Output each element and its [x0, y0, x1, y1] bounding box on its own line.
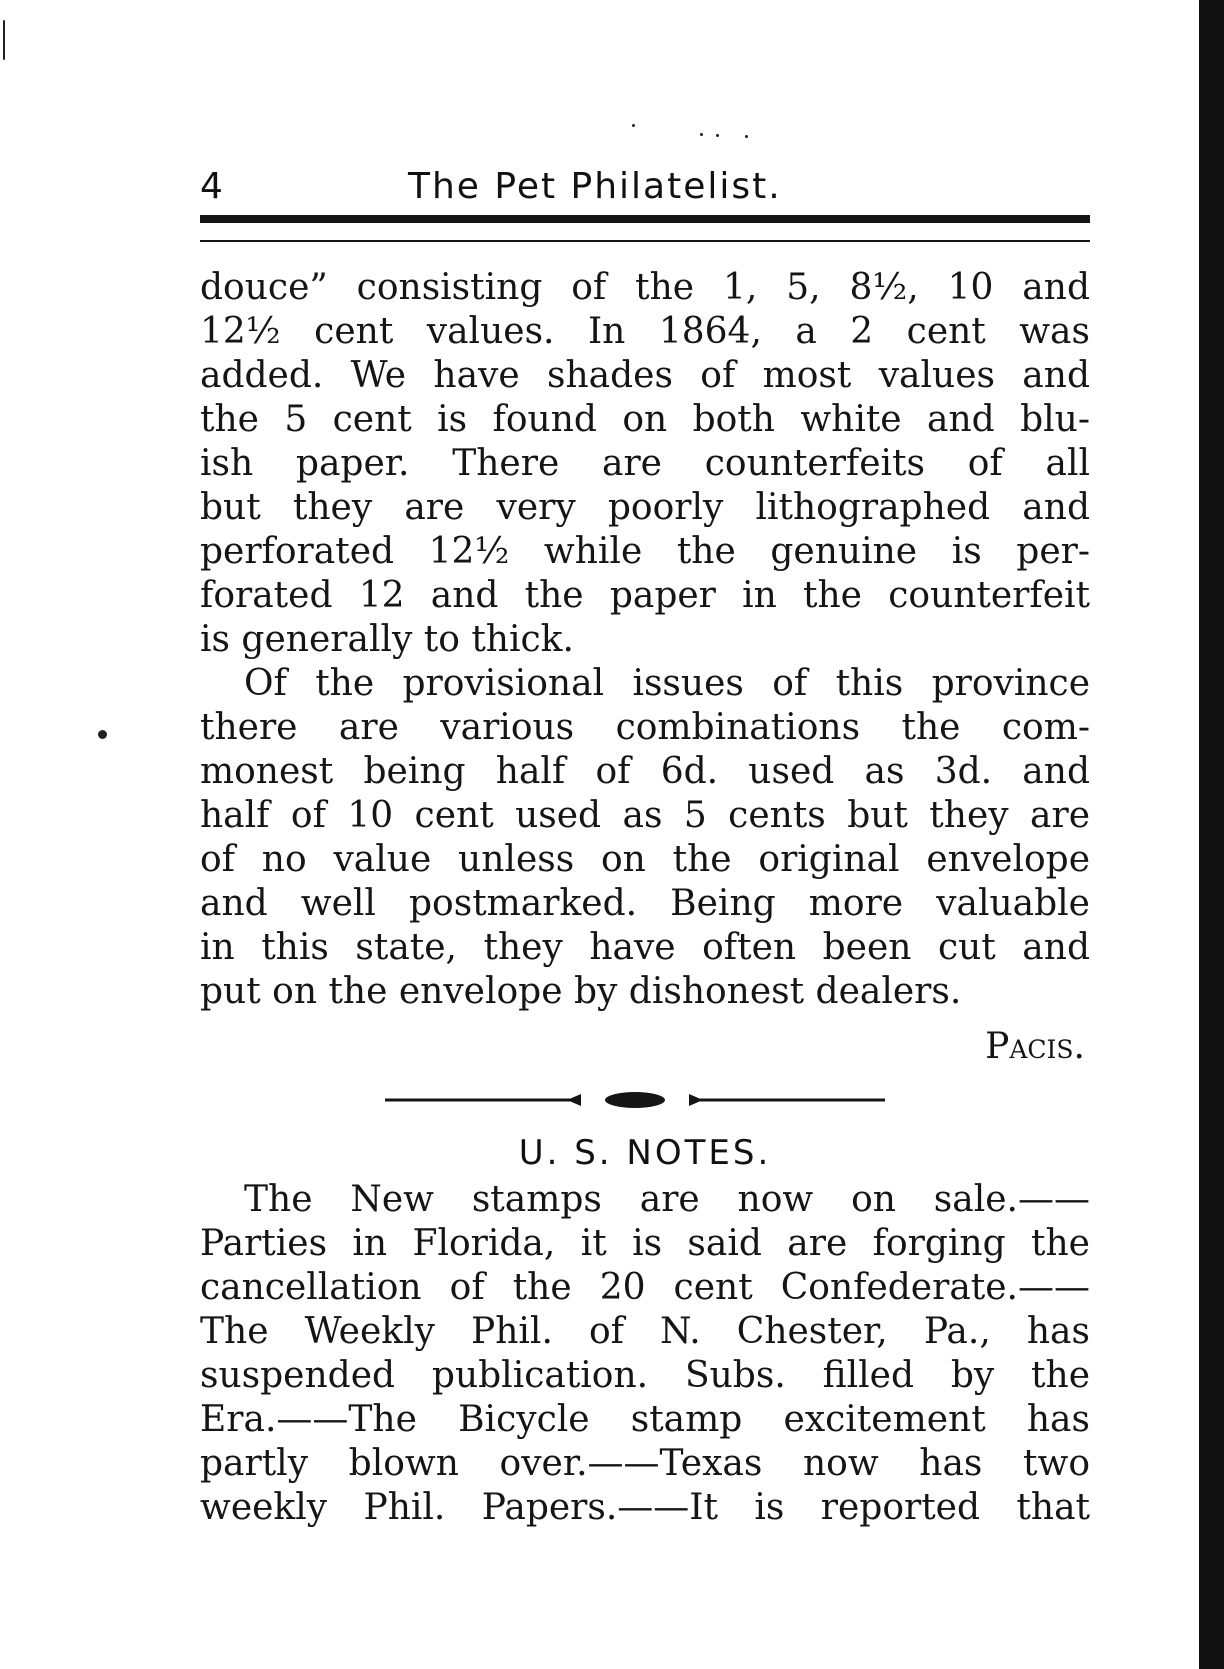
text-line: there are various combinations the com-	[200, 707, 1090, 748]
running-header	[200, 162, 1090, 212]
text-line: douce” consisting of the 1, 5, 8½, 10 and	[200, 267, 1090, 308]
text-line: Parties in Florida, it is said are forging the	[200, 1223, 1090, 1264]
text-line: and well postmarked. Being more valuable	[200, 883, 1090, 924]
ink-speck	[98, 730, 107, 739]
text-line: 12½ cent values. In 1864, a 2 cent was	[200, 311, 1090, 352]
text-line: perforated 12½ while the genuine is per-	[200, 531, 1090, 572]
text-line: The New stamps are now on sale.——	[244, 1179, 1090, 1220]
text-line: suspended publication. Subs. filled by the	[200, 1355, 1090, 1396]
text-line: is generally to thick.	[200, 619, 574, 660]
text-line: Of the provisional issues of this province	[244, 663, 1090, 704]
text-line: added. We have shades of most values and	[200, 355, 1090, 396]
text-line: weekly Phil. Papers.——It is reported that	[200, 1487, 1090, 1528]
section-heading: U. S. NOTES.	[518, 1133, 772, 1173]
running-title: The Pet Philatelist.	[408, 166, 782, 207]
text-line: ish paper. There are counterfeits of all	[200, 443, 1090, 484]
text-line: the 5 cent is found on both white and blu-	[200, 399, 1090, 440]
text-line: partly blown over.——Texas now has two	[200, 1443, 1090, 1484]
ink-speck	[3, 20, 5, 60]
ornamental-divider	[385, 1085, 885, 1115]
header-rule-thin	[200, 240, 1090, 242]
text-line: of no value unless on the original envelope	[200, 839, 1090, 880]
author-signature: Pacis.	[985, 1026, 1085, 1067]
text-line: but they are very poorly lithographed and	[200, 487, 1090, 528]
text-line: The Weekly Phil. of N. Chester, Pa., has	[200, 1311, 1090, 1352]
text-line: put on the envelope by dishonest dealers.	[200, 971, 962, 1012]
page-edge-border	[1199, 0, 1224, 1669]
ink-speck	[700, 133, 703, 136]
text-line: Era.——The Bicycle stamp excitement has	[200, 1399, 1090, 1440]
page-number: 4	[200, 166, 224, 207]
ink-speck	[716, 134, 719, 137]
ink-speck	[745, 135, 748, 138]
text-line: monest being half of 6d. used as 3d. and	[200, 751, 1090, 792]
text-line: cancellation of the 20 cent Confederate.——	[200, 1267, 1090, 1308]
text-line: forated 12 and the paper in the counterfeit	[200, 575, 1090, 616]
ink-speck	[632, 124, 635, 127]
header-rule-thick	[200, 215, 1090, 223]
text-line: in this state, they have often been cut and	[200, 927, 1090, 968]
text-line: half of 10 cent used as 5 cents but they are	[200, 795, 1090, 836]
